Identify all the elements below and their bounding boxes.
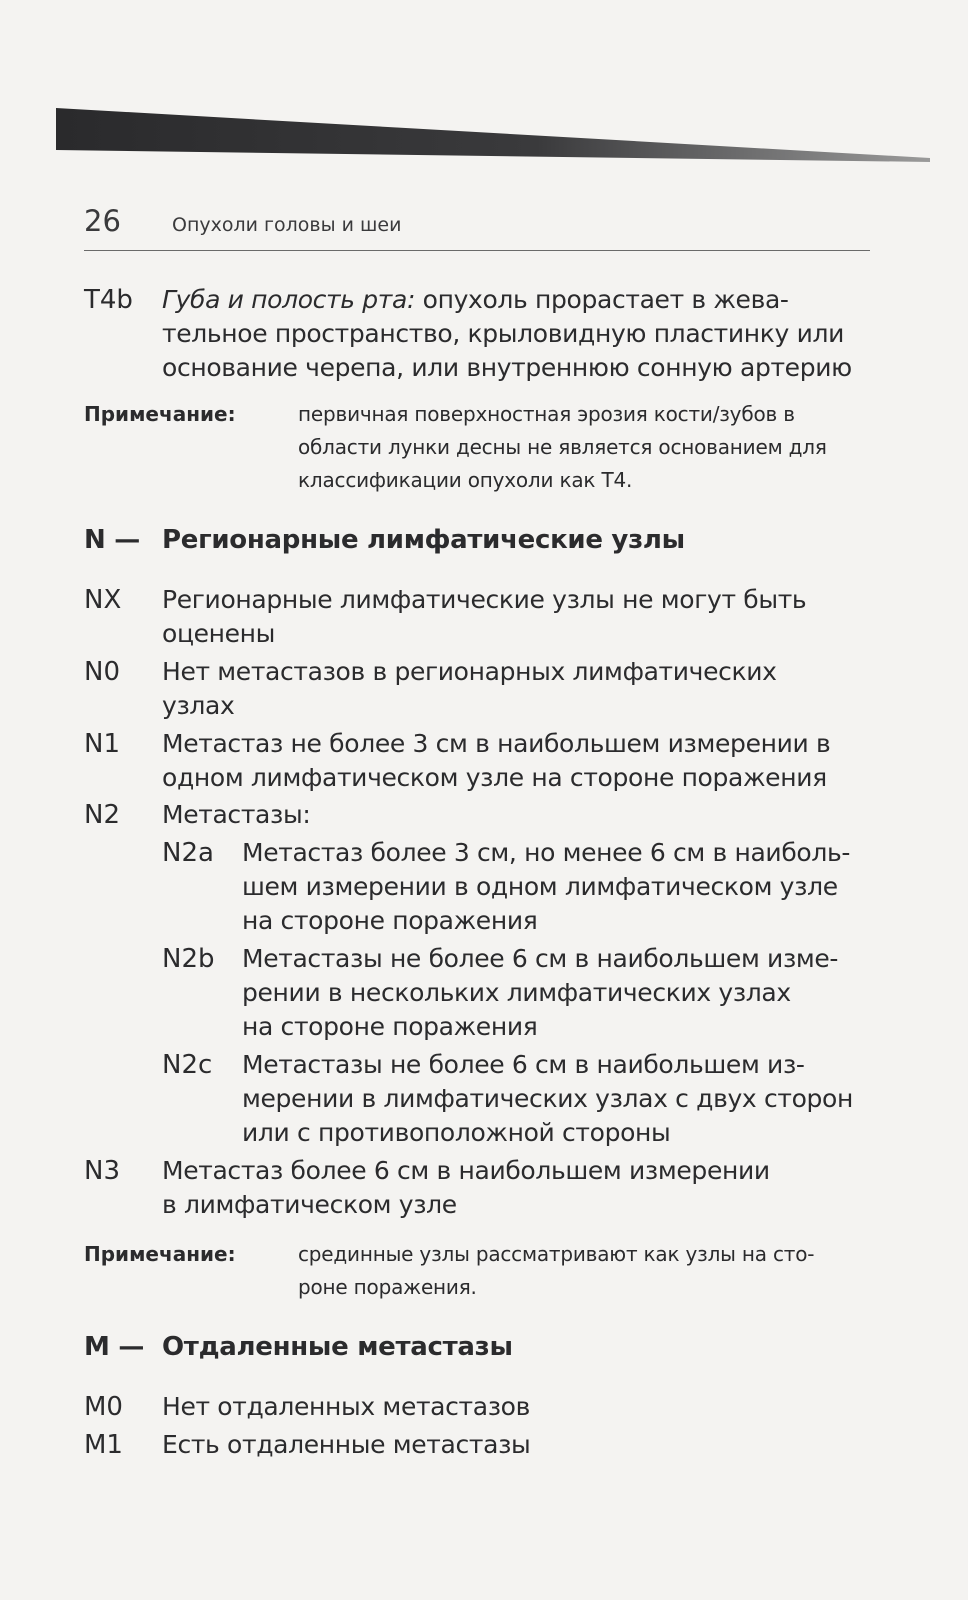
n2b-line1: Метастазы не более 6 см в наибольшем изме- xyxy=(242,944,839,973)
note-2-line2: роне поражения. xyxy=(298,1275,477,1299)
note-1-line1: первичная поверхностная эрозия кости/зубов в xyxy=(298,402,795,426)
n2c-line2: мерении в лимфатических узлах с двух сторон xyxy=(242,1084,853,1113)
note-2-label: Примечание: xyxy=(84,1242,236,1266)
nx-line1: Регионарные лимфатические узлы не могут быть xyxy=(162,585,807,614)
n3-text xyxy=(162,1154,874,1222)
nx-code: NX xyxy=(84,585,122,615)
t4b-line1-rest: опухоль прорастает в жева- xyxy=(415,285,789,314)
n2c-text xyxy=(242,1048,874,1150)
section-m-heading xyxy=(84,1330,513,1364)
section-n-heading xyxy=(84,523,685,557)
n2-line1: Метастазы: xyxy=(162,800,311,829)
n1-line1: Метастаз не более 3 см в наибольшем измерении в xyxy=(162,729,831,758)
n3-line2: в лимфатическом узле xyxy=(162,1190,457,1219)
n2b-line2: рении в нескольких лимфатических узлах xyxy=(242,978,791,1007)
t4b-line2: тельное пространство, крыловидную пластинку или xyxy=(162,319,845,348)
n1-code: N1 xyxy=(84,729,120,759)
n2c-line3: или с противоположной стороны xyxy=(242,1118,671,1147)
m1-text: Есть отдаленные метастазы xyxy=(162,1430,531,1459)
nx-text xyxy=(162,583,874,651)
section-m-title: Отдаленные метастазы xyxy=(162,1332,513,1362)
n2b-line3: на стороне поражения xyxy=(242,1012,538,1041)
n0-text xyxy=(162,655,874,723)
section-n-title: Регионарные лимфатические узлы xyxy=(162,525,685,555)
n2a-code: N2a xyxy=(162,838,214,868)
note-1-label: Примечание: xyxy=(84,402,236,426)
note-1-line3: классификации опухоли как T4. xyxy=(298,468,633,492)
note-2-line1: срединные узлы рассматривают как узлы на сто- xyxy=(298,1242,815,1266)
m0-code: M0 xyxy=(84,1392,123,1422)
m0-text: Нет отдаленных метастазов xyxy=(162,1392,531,1421)
t4b-italic-lead: Губа и полость рта: xyxy=(162,285,416,314)
n2-text xyxy=(162,798,874,832)
n2b-text xyxy=(242,942,874,1044)
note-2-text xyxy=(298,1238,874,1304)
n0-line1: Нет метастазов в регионарных лимфатических xyxy=(162,657,777,686)
t4b-line1 xyxy=(162,283,874,317)
header-banner xyxy=(0,0,968,200)
n2a-line2: шем измерении в одном лимфатическом узле xyxy=(242,872,838,901)
n1-line2: одном лимфатическом узле на стороне поражения xyxy=(162,763,827,792)
t4b-text xyxy=(162,283,874,385)
n3-line1: Метастаз более 6 см в наибольшем измерении xyxy=(162,1156,770,1185)
n2a-text xyxy=(242,836,874,938)
n0-code: N0 xyxy=(84,657,120,687)
n1-text xyxy=(162,727,874,795)
n2a-line3: на стороне поражения xyxy=(242,906,538,935)
page-number: 26 xyxy=(84,204,121,238)
section-m-letter: M — xyxy=(84,1332,145,1362)
n2a-line1: Метастаз более 3 см, но менее 6 см в наиболь- xyxy=(242,838,851,867)
n2-code: N2 xyxy=(84,800,120,830)
nx-line2: оценены xyxy=(162,619,276,648)
note-1-text xyxy=(298,398,874,497)
t4b-line3: основание черепа, или внутреннюю сонную артерию xyxy=(162,353,852,382)
running-title: Опухоли головы и шеи xyxy=(172,214,402,236)
n2b-code: N2b xyxy=(162,944,215,974)
section-n-letter: N — xyxy=(84,525,140,555)
n2c-code: N2c xyxy=(162,1050,213,1080)
t4b-code: T4b xyxy=(84,285,133,315)
n2c-line1: Метастазы не более 6 см в наибольшем из- xyxy=(242,1050,805,1079)
n0-line2: узлах xyxy=(162,691,235,720)
page-header xyxy=(84,204,870,251)
m1-code: M1 xyxy=(84,1430,123,1460)
n3-code: N3 xyxy=(84,1156,120,1186)
note-1-line2: области лунки десны не является основанием для xyxy=(298,435,827,459)
